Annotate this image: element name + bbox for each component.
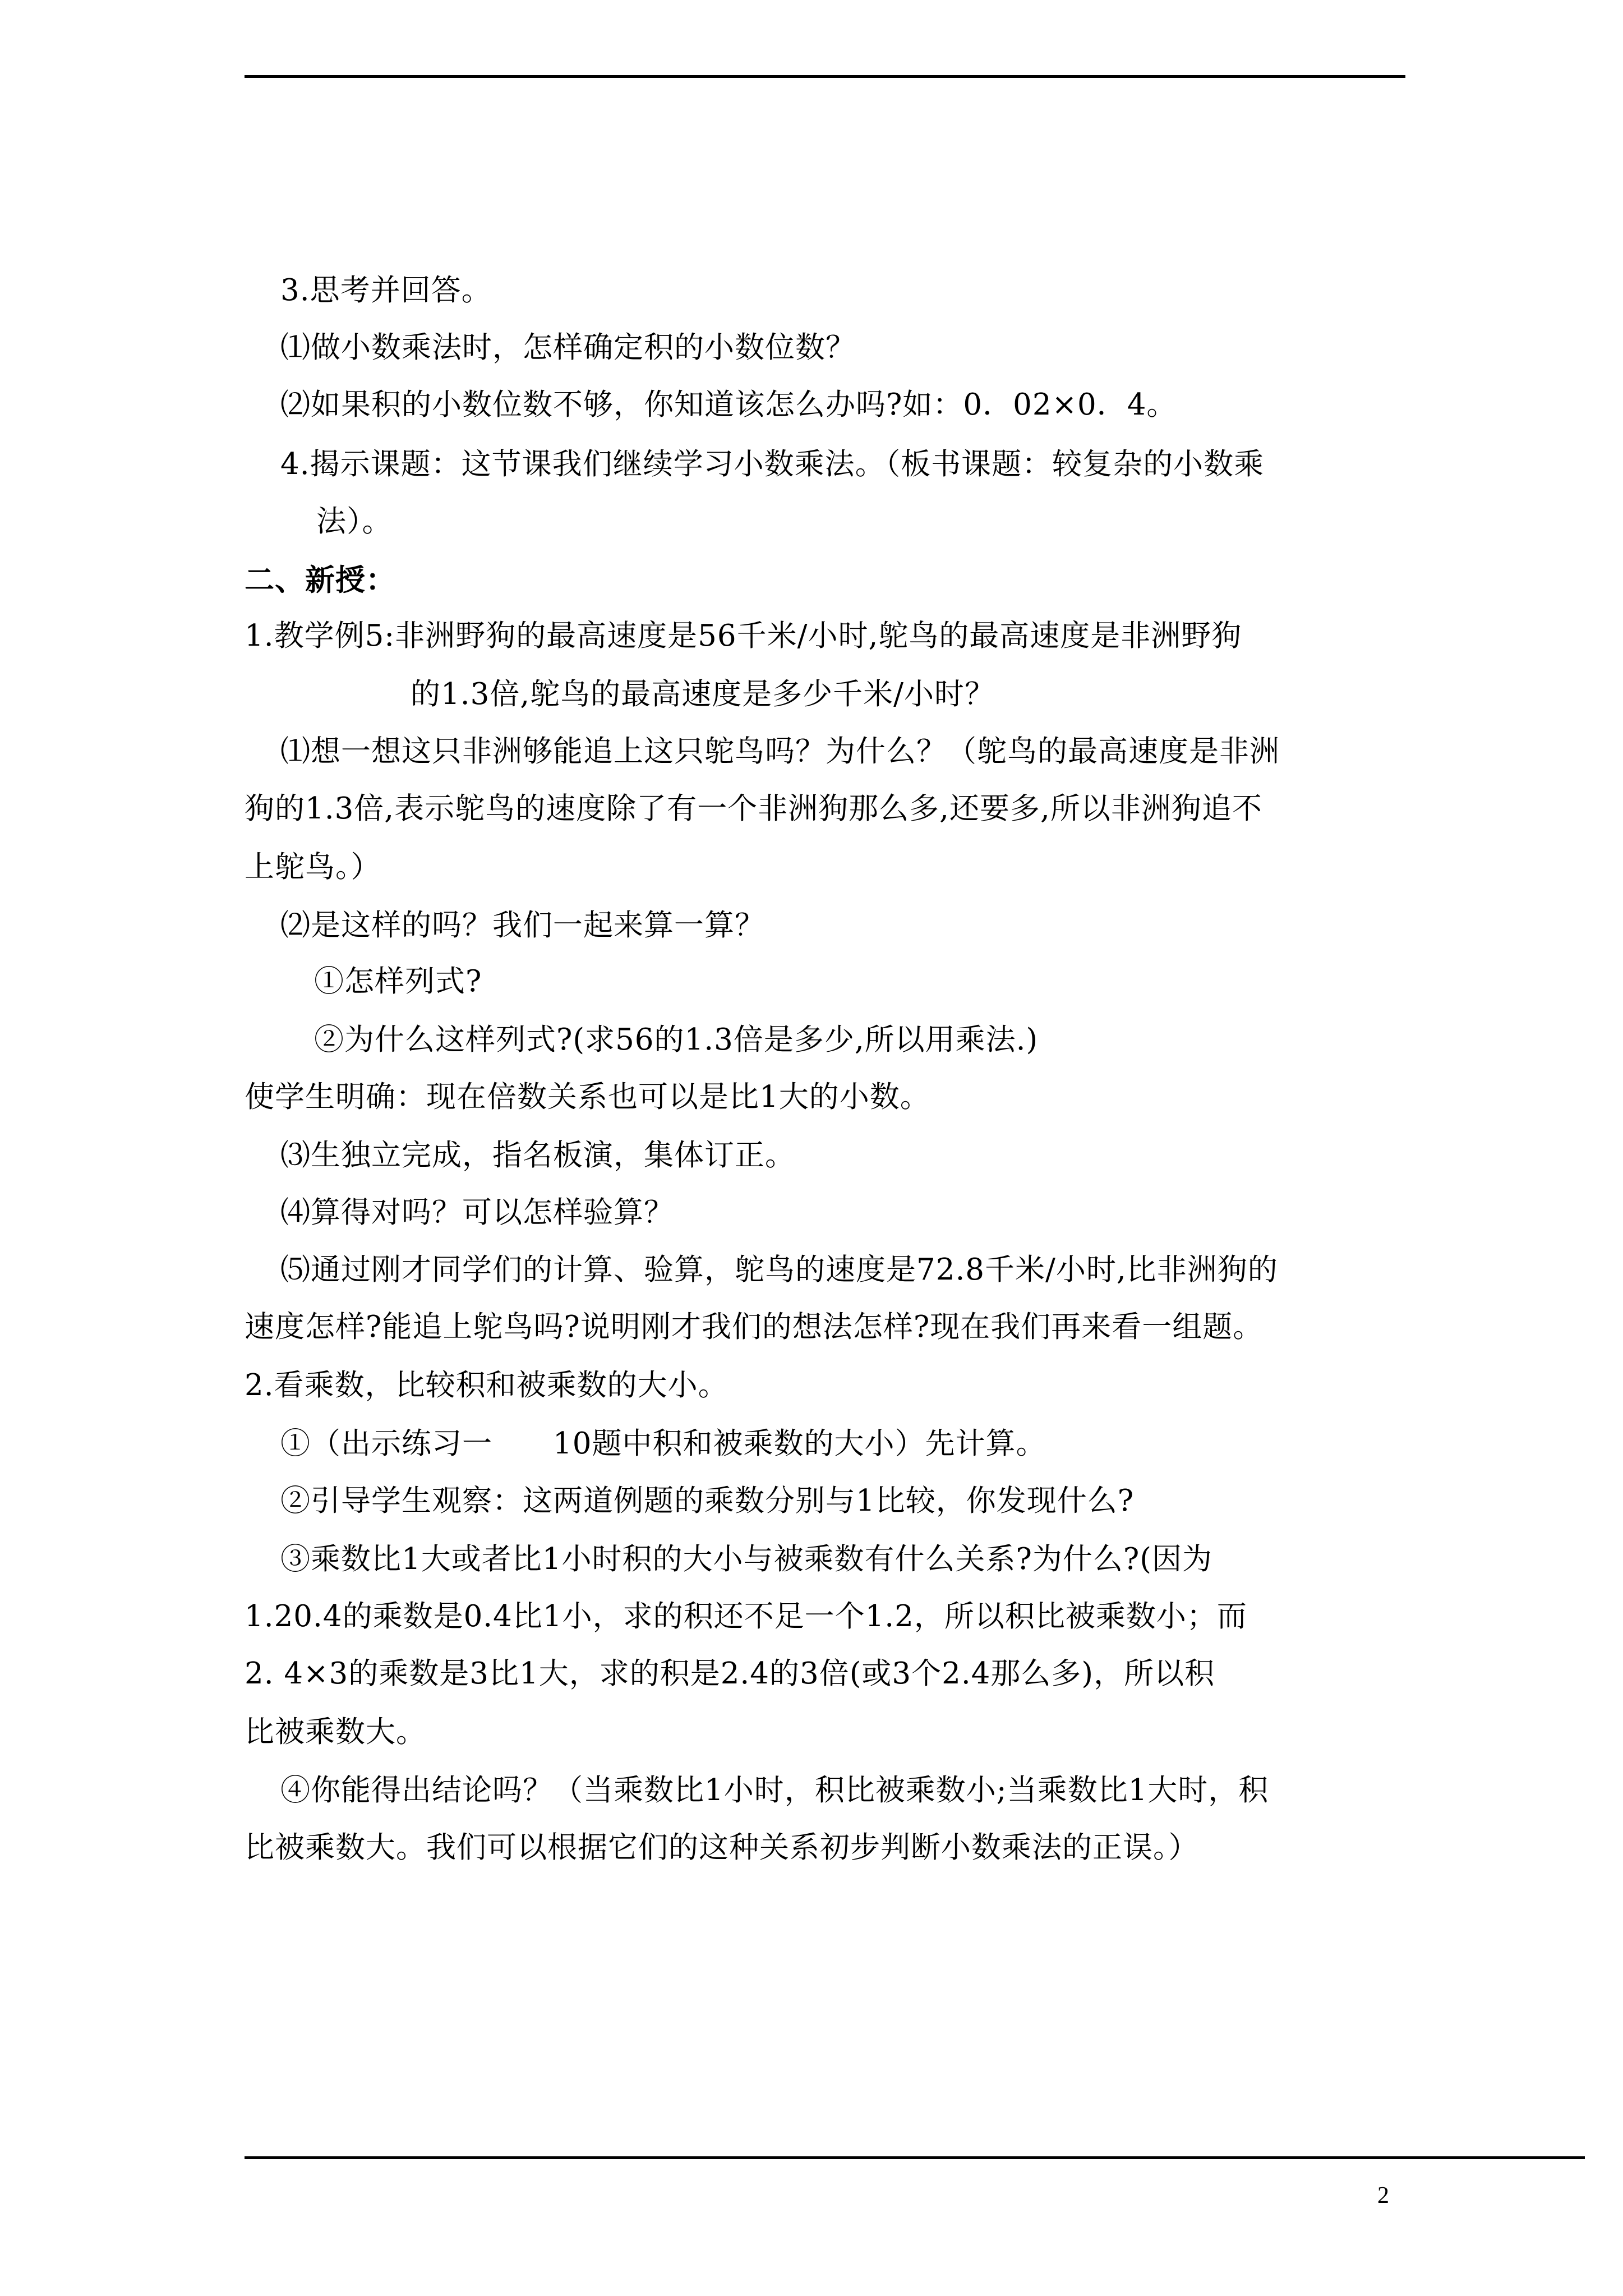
text-line: ④你能得出结论吗？（当乘数比1小时，积比被乘数小;当乘数比1大时，积 xyxy=(280,1773,1269,1807)
text-line: 2.看乘数，比较积和被乘数的大小。 xyxy=(245,1368,728,1402)
text-line: 2. 4×3的乘数是3比1大，求的积是2.4的3倍(或3个2.4那么多)，所以积 xyxy=(245,1657,1215,1691)
text-line: 法）。 xyxy=(316,504,393,539)
text-line: 上鸵鸟。） xyxy=(245,850,381,884)
text-line: 1.20.4的乘数是0.4比1小，求的积还不足一个1.2，所以积比被乘数小；而 xyxy=(245,1599,1247,1634)
header-rule xyxy=(245,75,1405,78)
footer-rule xyxy=(245,2156,1585,2159)
text-line: ⑴做小数乘法时，怎样确定积的小数位数？ xyxy=(280,330,856,365)
text-line: ①怎样列式? xyxy=(314,964,482,999)
page-number: 2 xyxy=(1377,2183,1389,2208)
text-line: ⑵如果积的小数位数不够，你知道该怎么办吗?如：0．02×0．4。 xyxy=(280,388,1177,422)
section-heading: 二、新授： xyxy=(245,563,396,597)
text-line: 1.教学例5:非洲野狗的最高速度是56千米/小时,鸵鸟的最高速度是非洲野狗 xyxy=(245,619,1242,653)
text-line: ⑸通过刚才同学们的计算、验算，鸵鸟的速度是72.8千米/小时,比非洲狗的 xyxy=(280,1253,1278,1287)
text-line: ①（出示练习一 10题中积和被乘数的大小）先计算。 xyxy=(280,1427,1046,1461)
text-line: 的1.3倍,鸵鸟的最高速度是多少千米/小时？ xyxy=(411,677,995,711)
text-line: 4.揭示课题：这节课我们继续学习小数乘法。（板书课题：较复杂的小数乘 xyxy=(280,447,1265,481)
text-line: 使学生明确：现在倍数关系也可以是比1大的小数。 xyxy=(245,1080,930,1114)
text-line: 比被乘数大。我们可以根据它们的这种关系初步判断小数乘法的正误。） xyxy=(245,1830,1199,1865)
text-line: ②为什么这样列式?(求56的1.3倍是多少,所以用乘法.) xyxy=(314,1023,1039,1057)
text-line: ⑵是这样的吗？我们一起来算一算？ xyxy=(280,908,765,942)
text-line: 狗的1.3倍,表示鸵鸟的速度除了有一个非洲狗那么多,还要多,所以非洲狗追不 xyxy=(245,792,1262,826)
text-line: ⑷算得对吗？可以怎样验算？ xyxy=(280,1195,674,1230)
text-line: ⑴想一想这只非洲够能追上这只鸵鸟吗？为什么？（鸵鸟的最高速度是非洲 xyxy=(280,734,1280,769)
text-line: 3.思考并回答。 xyxy=(280,273,492,307)
text-line: 比被乘数大。 xyxy=(245,1715,426,1749)
text-line: ②引导学生观察：这两道例题的乘数分别与1比较，你发现什么? xyxy=(280,1484,1135,1518)
text-line: ③乘数比1大或者比1小时积的大小与被乘数有什么关系?为什么?(因为 xyxy=(280,1542,1212,1576)
text-line: ⑶生独立完成，指名板演，集体订正。 xyxy=(280,1138,795,1172)
text-line: 速度怎样?能追上鸵鸟吗?说明刚才我们的想法怎样?现在我们再来看一组题。 xyxy=(245,1310,1264,1344)
